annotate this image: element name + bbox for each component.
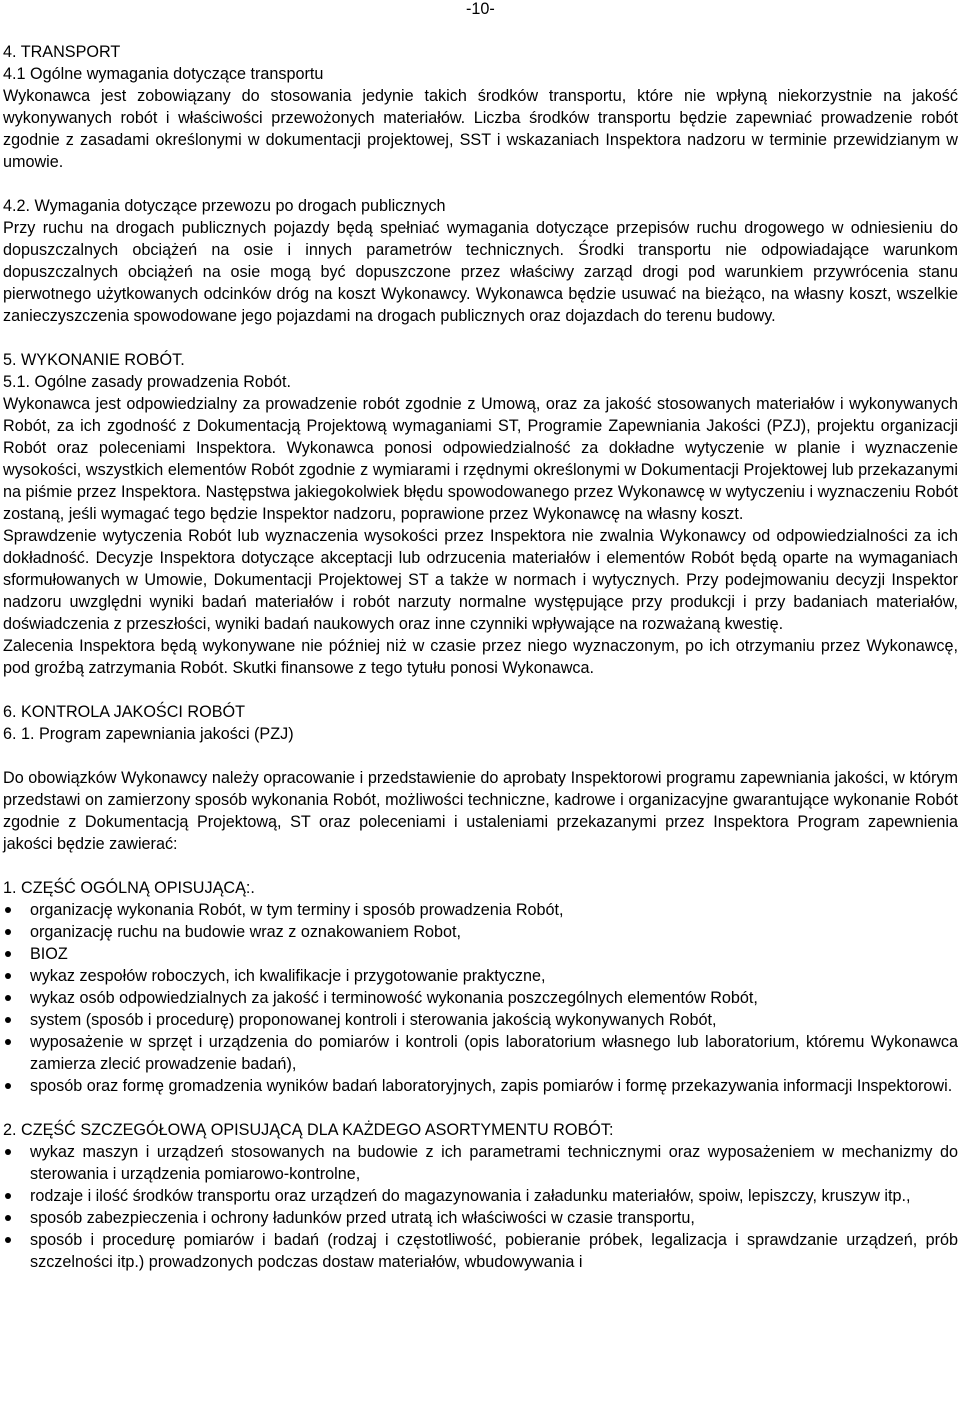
section-5-1-paragraph: Wykonawca jest odpowiedzialny za prowadzenie robót zgodnie z Umową, oraz za jakość stosowanych materiałów i wykonywanych Robót, za ich zgodność z Dokumentacją Projektową wymaganiami ST, Programie Zapewniania Jakości (PZJ), projektu organizacji Robót oraz poleceniami Inspektora. Wykonawca ponosi odpowiedzialność za dokładne wytyczenie w planie i wyznaczenie wysokości, wszystkich elementów Robót zgodnie z wymiarami i rzędnymi określonymi w Dokumentacji Projektowej lub przekazanymi na piśmie przez Inspektora. Następstwa jakiegokolwiek błędu spowodowanego przez Wykonawcę w wytyczeniu i wyznaczeniu Robót zostaną, jeśli wymagać tego będzie Inspektor nadzoru, poprawione przez Wykonawcę na własny koszt. xyxy=(3,395,958,523)
section-5-heading: 5. WYKONANIE ROBÓT. xyxy=(3,351,185,369)
section-5-1-paragraph: Zalecenia Inspektora będą wykonywane nie później niż w czasie przez niego wyznaczonym, po ich otrzymaniu przez Wykonawcę, pod groźbą zatrzymania Robót. Skutki finansowe z tego tytułu ponosi Wykonawca. xyxy=(3,637,958,677)
list-item: BIOZ xyxy=(3,943,958,965)
section-4-1-heading: 4.1 Ogólne wymagania dotyczące transportu xyxy=(3,65,324,83)
section-4-1-text: Wykonawca jest zobowiązany do stosowania jedynie takich środków transportu, które nie wpłyną niekorzystnie na jakość wykonywanych robót i właściwości przewożonych materiałów. Liczba środków transportu będzie zapewniać prowadzenie robót zgodnie z zasadami określonymi w dokumentacji projektowej, SST i wskazaniach Inspektora nadzoru w terminie przewidzianym w umowie. xyxy=(3,87,958,171)
section-6-heading: 6. KONTROLA JAKOŚCI ROBÓT xyxy=(3,703,245,721)
bullet-icon xyxy=(5,1237,11,1243)
bullet-icon xyxy=(5,929,11,935)
list-item: rodzaje i ilość środków transportu oraz urządzeń do magazynowania i załadunku materiałów, spoiw, lepiszczy, kruszyw itp., xyxy=(3,1185,958,1207)
part-2-list xyxy=(3,1141,958,1273)
section-6-1-intro: Do obowiązków Wykonawcy należy opracowanie i przedstawienie do aprobaty Inspektorowi programu zapewniania jakości, w którym przedstawi on zamierzony sposób wykonania Robót, możliwości techniczne, kadrowe i organizacyjne gwarantujące wykonanie Robót zgodnie z Dokumentacją Projektową, ST oraz poleceniami i ustaleniami przekazanymi przez Inspektora Program zapewnienia jakości będzie zawierać: xyxy=(3,769,958,853)
section-5-1-heading: 5.1. Ogólne zasady prowadzenia Robót. xyxy=(3,373,291,391)
document-body xyxy=(3,41,958,1273)
section-6-1-heading: 6. 1. Program zapewniania jakości (PZJ) xyxy=(3,725,294,743)
part-1-heading: 1. CZĘŚĆ OGÓLNĄ OPISUJĄCĄ:. xyxy=(3,879,255,897)
section-4-2-text: Przy ruchu na drogach publicznych pojazdy będą spełniać wymagania dotyczące przepisów ruchu drogowego w odniesieniu do dopuszczalnych obciążeń na osie i innych parametrów technicznych. Środki transportu nie odpowiadające warunkom dopuszczalnych obciążeń na osie mogą być dopuszczone przez właściwy zarząd drogi pod warunkiem przywrócenia stanu pierwotnego użytkowanych odcinków dróg na koszt Wykonawcy. Wykonawca będzie usuwać na bieżąco, na własny koszt, wszelkie zanieczyszczenia spowodowane jego pojazdami na drogach publicznych oraz dojazdach do terenu budowy. xyxy=(3,219,958,325)
bullet-icon xyxy=(5,1215,11,1221)
bullet-icon xyxy=(5,973,11,979)
section-4-2-heading: 4.2. Wymagania dotyczące przewozu po drogach publicznych xyxy=(3,197,446,215)
section-5-1-paragraph: Sprawdzenie wytyczenia Robót lub wyznaczenia wysokości przez Inspektora nie zwalnia Wykonawcy od odpowiedzialności za ich dokładność. Decyzje Inspektora dotyczące akceptacji lub odrzucenia materiałów i elementów Robót będą oparte na wymaganiach sformułowanych w Umowie, Dokumentacji Projektowej ST a także w normach i wytycznych. Przy podejmowaniu decyzji Inspektor nadzoru uwzględni wyniki badań materiałów i robót narzuty normalne występujące przy produkcji i przy badaniach materiałów, doświadczenia z przeszłości, wyniki badań naukowych oraz inne czynniki wpływające na rozważaną kwestię. xyxy=(3,527,958,633)
bullet-icon xyxy=(5,907,11,913)
list-item: system (sposób i procedurę) proponowanej kontroli i sterowania jakością wykonywanych Robót, xyxy=(3,1009,958,1031)
part-2-heading: 2. CZĘŚĆ SZCZEGÓŁOWĄ OPISUJĄCĄ DLA KAŻDEGO ASORTYMENTU ROBÓT: xyxy=(3,1121,614,1139)
bullet-icon xyxy=(5,995,11,1001)
part-1-list xyxy=(3,899,958,1097)
list-item: wyposażenie w sprzęt i urządzenia do pomiarów i kontroli (opis laboratorium własnego lub laboratorium, któremu Wykonawca zamierza zlecić prowadzenie badań), xyxy=(3,1031,958,1075)
list-item: wykaz zespołów roboczych, ich kwalifikacje i przygotowanie praktyczne, xyxy=(3,965,958,987)
page-number: -10- xyxy=(466,0,495,18)
list-item: organizację ruchu na budowie wraz z oznakowaniem Robot, xyxy=(3,921,958,943)
list-item: sposób zabezpieczenia i ochrony ładunków przed utratą ich właściwości w czasie transportu, xyxy=(3,1207,958,1229)
list-item: sposób i procedurę pomiarów i badań (rodzaj i częstotliwość, pobieranie próbek, legalizacja i sprawdzanie urządzeń, prób szczelności itp.) prowadzonych podczas dostaw materiałów, wbudowywania i xyxy=(3,1229,958,1273)
bullet-icon xyxy=(5,1149,11,1155)
list-item: wykaz osób odpowiedzialnych za jakość i terminowość wykonania poszczególnych elementów Robót, xyxy=(3,987,958,1009)
bullet-icon xyxy=(5,1017,11,1023)
list-item: sposób oraz formę gromadzenia wyników badań laboratoryjnych, zapis pomiarów i formę przekazywania informacji Inspektorowi. xyxy=(3,1075,958,1097)
list-item: wykaz maszyn i urządzeń stosowanych na budowie z ich parametrami technicznymi oraz wyposażeniem w mechanizmy do sterowania i urządzenia pomiarowo-kontrolne, xyxy=(3,1141,958,1185)
list-item: organizację wykonania Robót, w tym terminy i sposób prowadzenia Robót, xyxy=(3,899,958,921)
bullet-icon xyxy=(5,951,11,957)
section-4-heading: 4. TRANSPORT xyxy=(3,43,121,61)
bullet-icon xyxy=(5,1039,11,1045)
bullet-icon xyxy=(5,1083,11,1089)
bullet-icon xyxy=(5,1193,11,1199)
